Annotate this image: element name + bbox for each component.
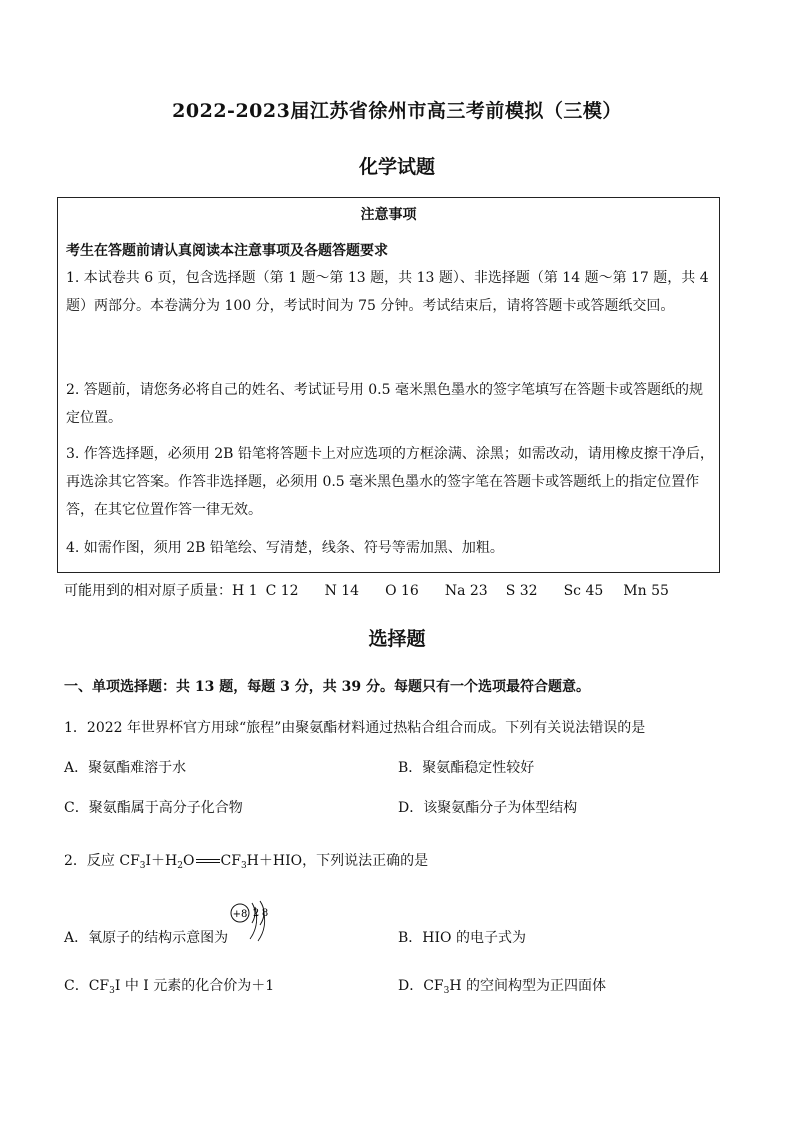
notice-intro: 考生在答题前请认真阅读本注意事项及各题答题要求: [66, 243, 388, 259]
exam-subtitle: 化学试题: [358, 156, 435, 178]
atomic-mass-na: Na 23: [444, 583, 488, 599]
question-2-option-c: [64, 975, 274, 996]
question-1-option-d: D．该聚氨酯分子为体型结构: [398, 800, 578, 816]
product-cf3h-sub: 3: [240, 861, 247, 871]
question-2-suffix: ，下列说法正确的是: [302, 853, 429, 869]
product-h-plus-hio: H＋HIO: [246, 853, 303, 869]
atomic-mass-n: N 14: [324, 583, 360, 599]
atomic-mass-label: 可能用到的相对原子质量：: [64, 583, 232, 599]
atomic-mass-mn: Mn 55: [623, 583, 669, 599]
atomic-mass-sc: Sc 45: [563, 583, 604, 599]
section-title: 选择题: [368, 628, 426, 650]
notice-heading: 注意事项: [360, 207, 417, 223]
equals-sign: [196, 859, 220, 863]
notice-item-3: 3. 作答选择题，必须用 2B 铅笔将答题卡上对应选项的方框涂满、涂黑；如需改动，请用橡皮擦干净后，再选涂其它答案。作答非选择题，必须用 0.5 毫米黑色墨水的签字笔在答题卡或答题纸上的指定位置作答，在其它位置作答一律无效。: [66, 446, 714, 518]
notice-item-4: 4. 如需作图，须用 2B 铅笔绘、写清楚，线条、符号等需加黑、加粗。: [66, 540, 504, 556]
reactant-h2o-sub: 2: [177, 861, 184, 871]
part-one-instructions: 一、单项选择题：共 13 题，每题 3 分，共 39 分。每题只有一个选项最符合题意。: [64, 679, 590, 695]
option-c-sub: 3: [109, 986, 115, 996]
product-cf3h-cf: CF: [220, 853, 241, 869]
atomic-mass-c: C 12: [265, 583, 299, 599]
option-d-rest: H 的空间构型为正四面体: [449, 978, 607, 994]
shell-2-electrons: 8: [261, 908, 269, 919]
question-1-option-c: C．聚氨酯属于高分子化合物: [64, 800, 243, 816]
atomic-mass-o: O 16: [385, 583, 419, 599]
oxygen-atom-structure-diagram: [228, 895, 284, 945]
notice-item-2: 2. 答题前，请您务必将自己的姓名、考试证号用 0.5 毫米黑色墨水的签字笔填写在答题卡或答题纸的规定位置。: [66, 382, 703, 426]
question-2-option-d: [398, 975, 606, 996]
question-2-option-a: A．氧原子的结构示意图为: [64, 930, 229, 946]
option-c-rest: I 中 I 元素的化合价为＋1: [114, 978, 275, 994]
option-c-cf: C．CF: [64, 978, 110, 994]
nucleus-charge: +8: [232, 909, 248, 920]
reactant-cf3i-sub: 3: [139, 861, 146, 871]
question-2-option-b: B．HIO 的电子式为: [398, 930, 526, 946]
shell-1-electrons: 2: [252, 908, 260, 919]
option-d-cf: D．CF: [398, 978, 444, 994]
notice-box: [57, 197, 720, 573]
reactant-i-plus-h: I＋H: [145, 853, 178, 869]
question-1-option-b: B．聚氨酯稳定性较好: [398, 760, 535, 776]
question-1-option-a: A．聚氨酯难溶于水: [64, 760, 187, 776]
question-1-stem: 1．2022 年世界杯官方用球“旅程”由聚氨酯材料通过热粘合组合而成。下列有关说法错误的是: [64, 720, 646, 736]
exam-title: 2022-2023届江苏省徐州市高三考前模拟（三模）: [172, 100, 622, 122]
question-2-stem: [64, 850, 428, 871]
reactant-h2o-o: O: [183, 853, 195, 869]
atomic-mass-h: H 1: [232, 583, 258, 599]
atomic-mass-line: [64, 580, 669, 600]
atomic-mass-s: S 32: [505, 583, 538, 599]
question-2-prefix: 2．反应: [64, 853, 120, 869]
notice-item-1: 1. 本试卷共 6 页，包含选择题（第 1 题～第 13 题，共 13 题）、非选择题（第 14 题～第 17 题，共 4 题）两部分。本卷满分为 100 分，考试时间为 75 分钟。考试结束后，请将答题卡或答题纸交回。: [66, 270, 709, 314]
reactant-cf3i-cf: CF: [119, 853, 140, 869]
option-d-sub: 3: [443, 986, 450, 996]
